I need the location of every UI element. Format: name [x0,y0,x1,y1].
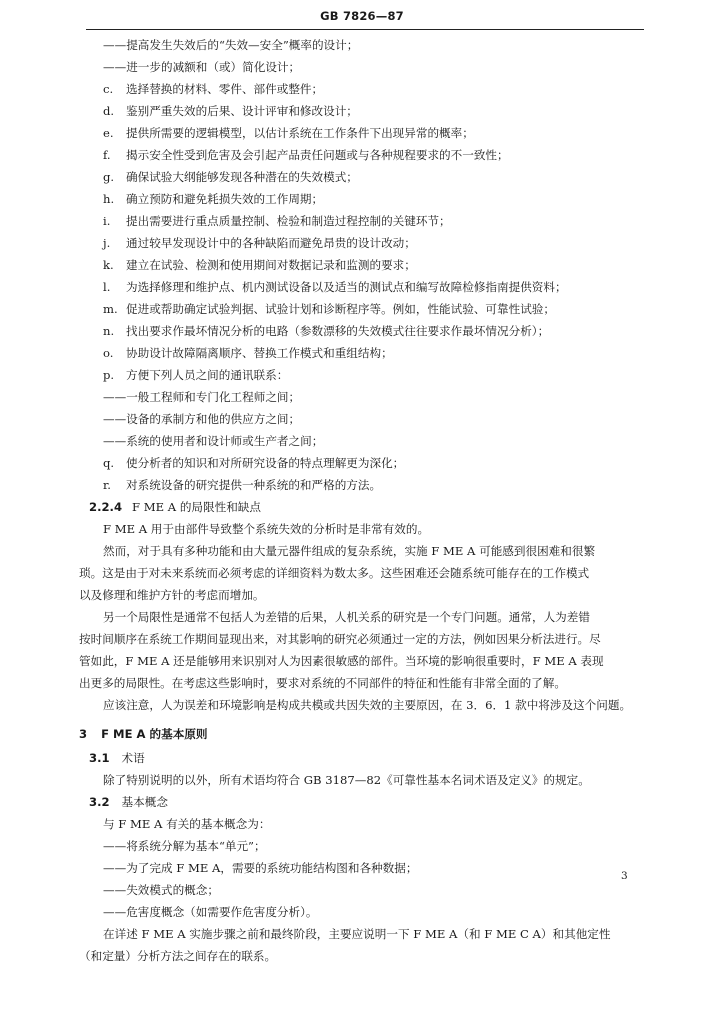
list-item [0,213,724,229]
list-text: 提出需要进行重点质量控制、检验和制造过程控制的关键环节； [126,214,451,228]
section-number: 3 [79,727,88,741]
list-text: 揭示安全性受到危害及会引起产品责任问题或与各种规程要求的不一致性； [126,148,509,162]
list-label: p. [103,368,115,382]
section-heading-3-2 [0,794,724,810]
paragraph-line: 除了特别说明的以外，所有术语均符合 GB 3187—82《可靠性基本名词术语及定义》的规定。 [103,773,590,787]
list-label: e. [103,126,114,140]
paragraph-line: 在详述 F ME A 实施步骤之前和最终阶段，主要应说明一下 F ME A（和 F ME C A）和其他定性 [103,927,611,941]
bullet-line: ——失效模式的概念； [103,883,219,897]
paragraph-line: 琐。这是由于对未来系统而必须考虑的详细资料为数太多。这些困难还会随系统可能存在的工作模式 [79,566,590,580]
list-item [0,191,724,207]
list-item [0,147,724,163]
list-text: 提供所需要的逻辑模型，以估计系统在工作条件下出现异常的概率； [126,126,474,140]
section-heading-3-1 [0,750,724,766]
list-item [0,81,724,97]
list-label: q. [103,456,115,470]
section-number: 3.2 [89,795,110,809]
list-label: m. [103,302,118,316]
list-text: 建立在试验、检测和使用期间对数据记录和监测的要求； [126,258,416,272]
list-item [0,279,724,295]
list-label: k. [103,258,114,272]
section-number: 2.2.4 [89,500,123,514]
list-label: d. [103,104,115,118]
section-number: 3.1 [89,751,110,765]
bullet-line: ——一般工程师和专门化工程师之间； [103,390,301,404]
list-text: 确保试验大纲能够发现各种潜在的失效模式； [126,170,358,184]
list-text: 方便下列人员之间的通讯联系： [126,368,289,382]
paragraph-line: 管如此，F ME A 还是能够用来识别对人为因素很敏感的部件。当环境的影响很重要时，F ME A 表现 [79,654,604,668]
list-item [0,345,724,361]
list-item [0,301,724,317]
list-text: 促进或帮助确定试验判据、试验计划和诊断程序等。例如，性能试验、可靠性试验； [126,302,555,316]
list-label: f. [103,148,111,162]
section-heading-2-2-4 [0,499,724,515]
list-item [0,103,724,119]
bullet-line: ——提高发生失效后的“失效—安全”概率的设计； [103,38,359,52]
list-label: h. [103,192,115,206]
header-rule [86,29,644,30]
list-text: 协助设计故障隔离顺序、替换工作模式和重组结构； [126,346,393,360]
list-text: 确立预防和避免耗损失效的工作周期； [126,192,324,206]
list-item [0,367,724,383]
paragraph-line: 按时间顺序在系统工作期间显现出来，对其影响的研究必须通过一定的方法，例如因果分析法进行。尽 [79,632,601,646]
bullet-line: ——危害度概念（如需要作危害度分析）。 [103,905,318,919]
bullet-line: ——系统的使用者和设计师或生产者之间； [103,434,324,448]
list-item [0,455,724,471]
section-title: 术语 [121,751,145,765]
paragraph-line: 然而，对于具有多种功能和由大量元器件组成的复杂系统，实施 F ME A 可能感到很困难和很繁 [103,544,596,558]
paragraph-line: 以及修理和维护方针的考虑而增加。 [79,588,265,602]
list-label: g. [103,170,115,184]
list-text: 使分析者的知识和对所研究设备的特点理解更为深化； [126,456,405,470]
bullet-line: ——设备的承制方和他的供应方之间； [103,412,301,426]
page-header-code: GB 7826—87 [320,9,404,23]
list-text: 对系统设备的研究提供一种系统的和严格的方法。 [126,478,382,492]
paragraph-line: 应该注意，人为误差和环境影响是构成共模或共因失效的主要原因，在 3．6．1 款中将涉及这个问题。 [103,698,632,712]
paragraph-line: 出更多的局限性。在考虑这些影响时，要求对系统的不同部件的特征和性能有非常全面的了解。 [79,676,566,690]
list-item [0,477,724,493]
paragraph-line: F ME A 用于由部件导致整个系统失效的分析时是非常有效的。 [103,522,430,536]
list-label: o. [103,346,114,360]
paragraph-line: 与 F ME A 有关的基本概念为： [103,817,271,831]
bullet-line: ——为了完成 F ME A，需要的系统功能结构图和各种数据； [103,861,418,875]
list-text: 选择替换的材料、零件、部件或整件； [126,82,324,96]
list-item [0,125,724,141]
list-label: j. [103,236,111,250]
list-text: 找出要求作最坏情况分析的电路（参数漂移的失效模式往往要求作最坏情况分析）； [126,324,550,338]
page-number: 3 [621,870,628,882]
list-item [0,169,724,185]
list-label: n. [103,324,115,338]
list-item [0,257,724,273]
bullet-line: ——进一步的减额和（或）简化设计； [103,60,301,74]
list-text: 鉴别严重失效的后果、设计评审和修改设计； [126,104,358,118]
list-text: 为选择修理和维护点、机内测试设备以及适当的测试点和编写故障检修指南提供资料； [126,280,567,294]
section-title: F ME A 的局限性和缺点 [132,500,261,514]
section-title: F ME A 的基本原则 [101,727,208,741]
list-label: l. [103,280,111,294]
section-heading-3 [0,726,724,742]
paragraph-line: （和定量）分析方法之间存在的联系。 [79,949,277,963]
list-item [0,323,724,339]
list-label: r. [103,478,111,492]
list-text: 通过较早发现设计中的各种缺陷而避免昂贵的设计改动； [126,236,416,250]
bullet-line: ——将系统分解为基本“单元”； [103,839,266,853]
paragraph-line: 另一个局限性是通常不包括人为差错的后果，人机关系的研究是一个专门问题。通常，人为差错 [103,610,590,624]
section-title: 基本概念 [121,795,168,809]
list-item [0,235,724,251]
list-label: i. [103,214,111,228]
list-label: c. [103,82,114,96]
